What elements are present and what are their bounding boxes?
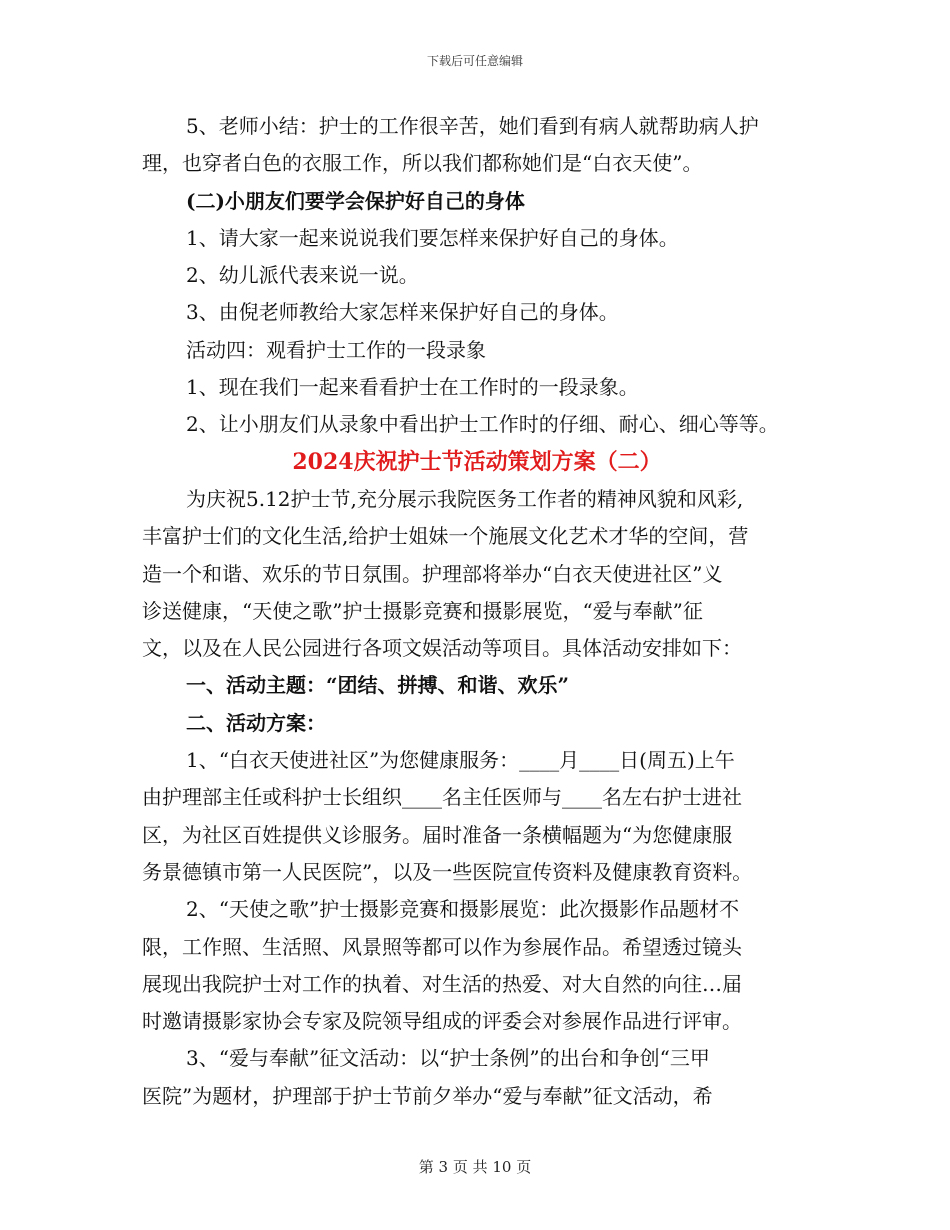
paragraph-line: 丰富护士们的文化生活,给护士姐妹一个施展文化艺术才华的空间，营 — [142, 524, 749, 549]
header-note: 下载后可任意编辑 — [426, 54, 523, 68]
section-heading: 一、活动主题：“团结、拼搏、和谐、欢乐” — [186, 673, 570, 698]
paragraph-line: 展现出我院护士对工作的执着、对生活的热爱、对大自然的向往…届 — [142, 971, 742, 996]
paragraph-line: 2、“天使之歌”护士摄影竞赛和摄影展览：此次摄影作品题材不 — [186, 897, 740, 922]
page-footer: 第 3 页 共 10 页 — [418, 1158, 532, 1176]
paragraph-line: 诊送健康，“天使之歌”护士摄影竞赛和摄影展览，“爱与奉献”征 — [142, 598, 703, 623]
paragraph-line: 5、老师小结：护士的工作很辛苦，她们看到有病人就帮助病人护 — [186, 114, 759, 138]
paragraph-line: 1、现在我们一起来看看护士在工作时的一段录象。 — [186, 375, 639, 400]
paragraph-line: 为庆祝5.12护士节,充分展示我院医务工作者的精神风貌和风彩, — [186, 486, 744, 511]
paragraph-line: 务景德镇市第一人民医院”，以及一些医院宣传资料及健康教育资料。 — [142, 859, 753, 884]
section-heading: 二、活动方案： — [186, 710, 326, 735]
paragraph-line: 由护理部主任或科护士长组织____名主任医师与____名左右护士进社 — [142, 785, 742, 810]
paragraph-line: 3、由倪老师教给大家怎样来保护好自己的身体。 — [186, 300, 619, 325]
section-heading: (二)小朋友们要学会保护好自己的身体 — [186, 188, 525, 213]
paragraph-line: 1、“白衣天使进社区”为您健康服务：____月____日(周五)上午 — [186, 748, 735, 773]
document-title: 2024庆祝护士节活动策划方案（二） — [292, 448, 662, 475]
paragraph-line: 造一个和谐、欢乐的节日氛围。护理部将举办“白衣天使进社区”义 — [142, 561, 723, 586]
paragraph-line: 医院”为题材，护理部于护士节前夕举办“爱与奉献”征文活动，希 — [142, 1083, 713, 1108]
paragraph-line: 文，以及在人民公园进行各项文娱活动等项目。具体活动安排如下： — [142, 636, 742, 661]
document-body — [142, 108, 812, 1115]
paragraph-line: 时邀请摄影家协会专家及院领导组成的评委会对参展作品进行评审。 — [142, 1009, 742, 1034]
paragraph-line: 2、让小朋友们从录象中看出护士工作时的仔细、耐心、细心等等。 — [186, 412, 779, 437]
paragraph-line: 限，工作照、生活照、风景照等都可以作为参展作品。希望透过镜头 — [142, 934, 742, 959]
paragraph-line: 2、幼儿派代表来说一说。 — [186, 263, 419, 288]
paragraph-line: 区，为社区百姓提供义诊服务。届时准备一条横幅题为“为您健康服 — [142, 822, 733, 847]
paragraph-line: 理，也穿者白色的衣服工作，所以我们都称她们是“白衣天使”。 — [142, 151, 703, 176]
paragraph-line: 活动四：观看护士工作的一段录象 — [186, 337, 486, 362]
paragraph-line: 1、请大家一起来说说我们要怎样来保护好自己的身体。 — [186, 225, 679, 250]
paragraph-line: 3、“爱与奉献”征文活动：以“护士条例”的出台和争创“三甲 — [186, 1046, 710, 1071]
